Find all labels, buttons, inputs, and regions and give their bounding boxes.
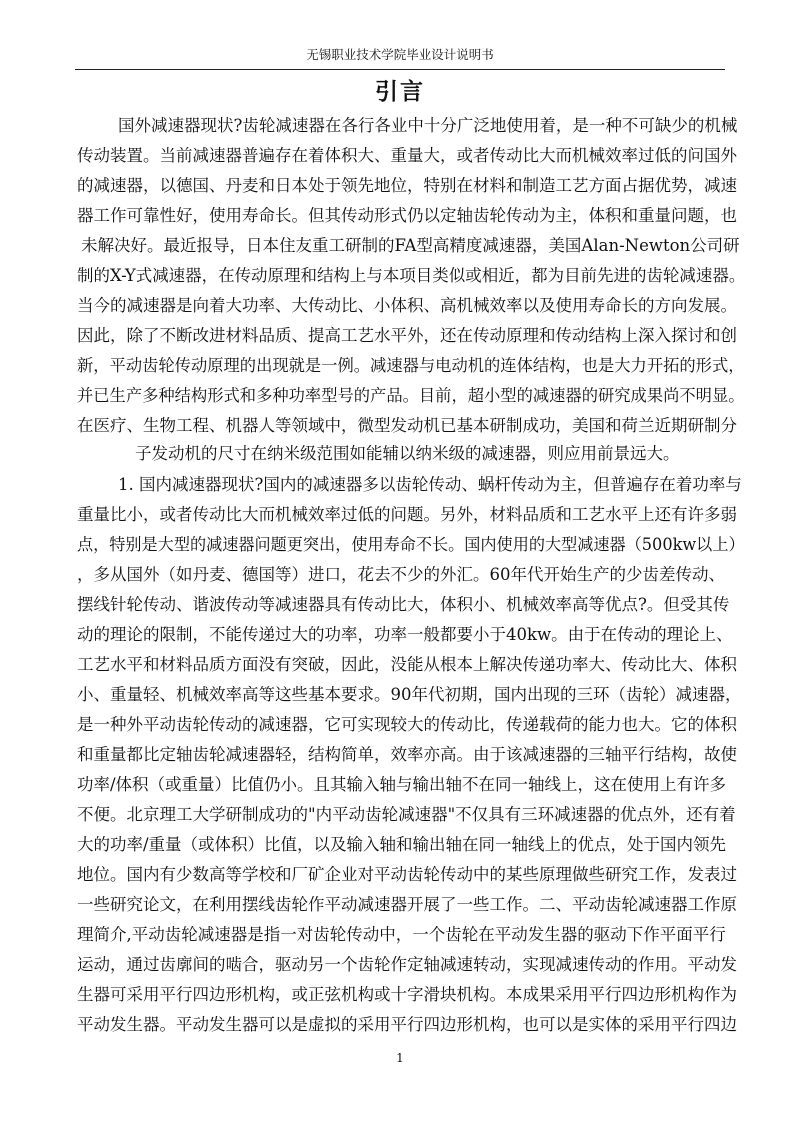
header-divider [75, 69, 725, 70]
page-header: 无锡职业技术学院毕业设计说明书 [306, 47, 494, 62]
text-line: 不便。北京理工大学研制成功的"内平动齿轮减速器"不仅具有三环减速器的优点外，还有着 [77, 805, 736, 824]
text-line: 理简介,平动齿轮减速器是指一对齿轮传动中，一个齿轮在平动发生器的驱动下作平面平行 [77, 925, 726, 944]
text-line: 动的理论的限制，不能传递过大的功率，功率一般都要小于40kw。由于在传动的理论上、 [77, 625, 733, 644]
text-line: 在医疗、生物工程、机器人等领域中，微型发动机已基本研制成功，美国和荷兰近期研制分 [77, 416, 737, 435]
text-line: 制的X-Y式减速器，在传动原理和结构上与本项目类似或相近，都为目前先进的齿轮减速器。 [77, 266, 746, 285]
text-line: 的减速器，以德国、丹麦和日本处于领先地位，特别在材料和制造工艺方面占据优势，减速 [77, 176, 737, 195]
page-number: 1 [396, 1051, 404, 1065]
text-line: 工艺水平和材料品质方面没有突破，因此，没能从根本上解决传递功率大、传动比大、体积 [77, 655, 737, 674]
text-line: 新，平动齿轮传动原理的出现就是一例。减速器与电动机的连体结构，也是大力开拓的形式， [77, 356, 745, 375]
text-line: 是一种外平动齿轮传动的减速器，它可实现较大的传动比，传递载荷的能力也大。它的体积 [77, 715, 737, 734]
text-line: 并已生产多种结构形式和多种功率型号的产品。目前，超小型的减速器的研究成果尚不明显。 [77, 386, 745, 405]
text-line: 未解决好。最近报导，日本住友重工研制的FA型高精度减速器，美国Alan-Newton公司研 [81, 236, 740, 255]
text-line: 1. 国内减速器现状?国内的减速器多以齿轮传动、蜗杆传动为主，但普遍存在着功率与 [118, 475, 742, 494]
text-line: 平动发生器。平动发生器可以是虚拟的采用平行四边形机构，也可以是实体的采用平行四边 [77, 1015, 737, 1034]
text-line: 一些研究论文，在利用摆线齿轮作平动减速器开展了一些工作。二、平动齿轮减速器工作原 [77, 895, 737, 914]
text-line: 运动，通过齿廓间的啮合，驱动另一个齿轮作定轴减速转动，实现减速传动的作用。平动发 [77, 955, 737, 974]
section-title: 引言 [375, 79, 425, 105]
text-line: 小、重量轻、机械效率高等这些基本要求。90年代初期，国内出现的三环（齿轮）减速器， [77, 685, 742, 704]
text-line: 点，特别是大型的减速器问题更突出，使用寿命不长。国内使用的大型减速器（500kw以上） [77, 535, 745, 554]
text-line: 当今的减速器是向着大功率、大传动比、小体积、高机械效率以及使用寿命长的方向发展。 [77, 296, 737, 315]
text-line: 功率/体积（或重量）比值仍小。且其输入轴与输出轴不在同一轴线上，这在使用上有许多 [77, 775, 727, 794]
text-line: 因此，除了不断改进材料品质、提高工艺水平外，还在传动原理和传动结构上深入探讨和创 [77, 326, 737, 345]
text-line: 传动装置。当前减速器普遍存在着体积大、重量大，或者传动比大而机械效率过低的问国外 [77, 146, 737, 165]
text-line: 重量比小，或者传动比大而机械效率过低的问题。另外，材料品质和工艺水平上还有许多弱 [77, 505, 737, 524]
text-line: 大的功率/重量（或体积）比值，以及输入轴和输出轴在同一轴线上的优点，处于国内领先 [77, 835, 727, 854]
text-line: 地位。国内有少数高等学校和厂矿企业对平动齿轮传动中的某些原理做些研究工作，发表过 [77, 865, 737, 884]
text-line: 和重量都比定轴齿轮减速器轻，结构简单，效率亦高。由于该减速器的三轴平行结构，故使 [77, 745, 737, 764]
text-line: 器工作可靠性好，使用寿命长。但其传动形式仍以定轴齿轮传动为主，体积和重量问题，也 [77, 206, 737, 225]
text-line: 生器可采用平行四边形机构，或正弦机构或十字滑块机构。本成果采用平行四边形机构作为 [77, 985, 737, 1004]
text-line: 摆线针轮传动、谐波传动等减速器具有传动比大，体积小、机械效率高等优点?。但受其传 [77, 595, 730, 614]
text-line: 国外减速器现状?齿轮减速器在各行各业中十分广泛地使用着，是一种不可缺少的机械 [118, 116, 738, 135]
text-line: ，多从国外（如丹麦、德国等）进口，花去不少的外汇。60年代开始生产的少齿差传动、 [77, 565, 725, 584]
text-line: 子发动机的尺寸在纳米级范围如能辅以纳米级的减速器，则应用前景远大。 [135, 444, 680, 463]
